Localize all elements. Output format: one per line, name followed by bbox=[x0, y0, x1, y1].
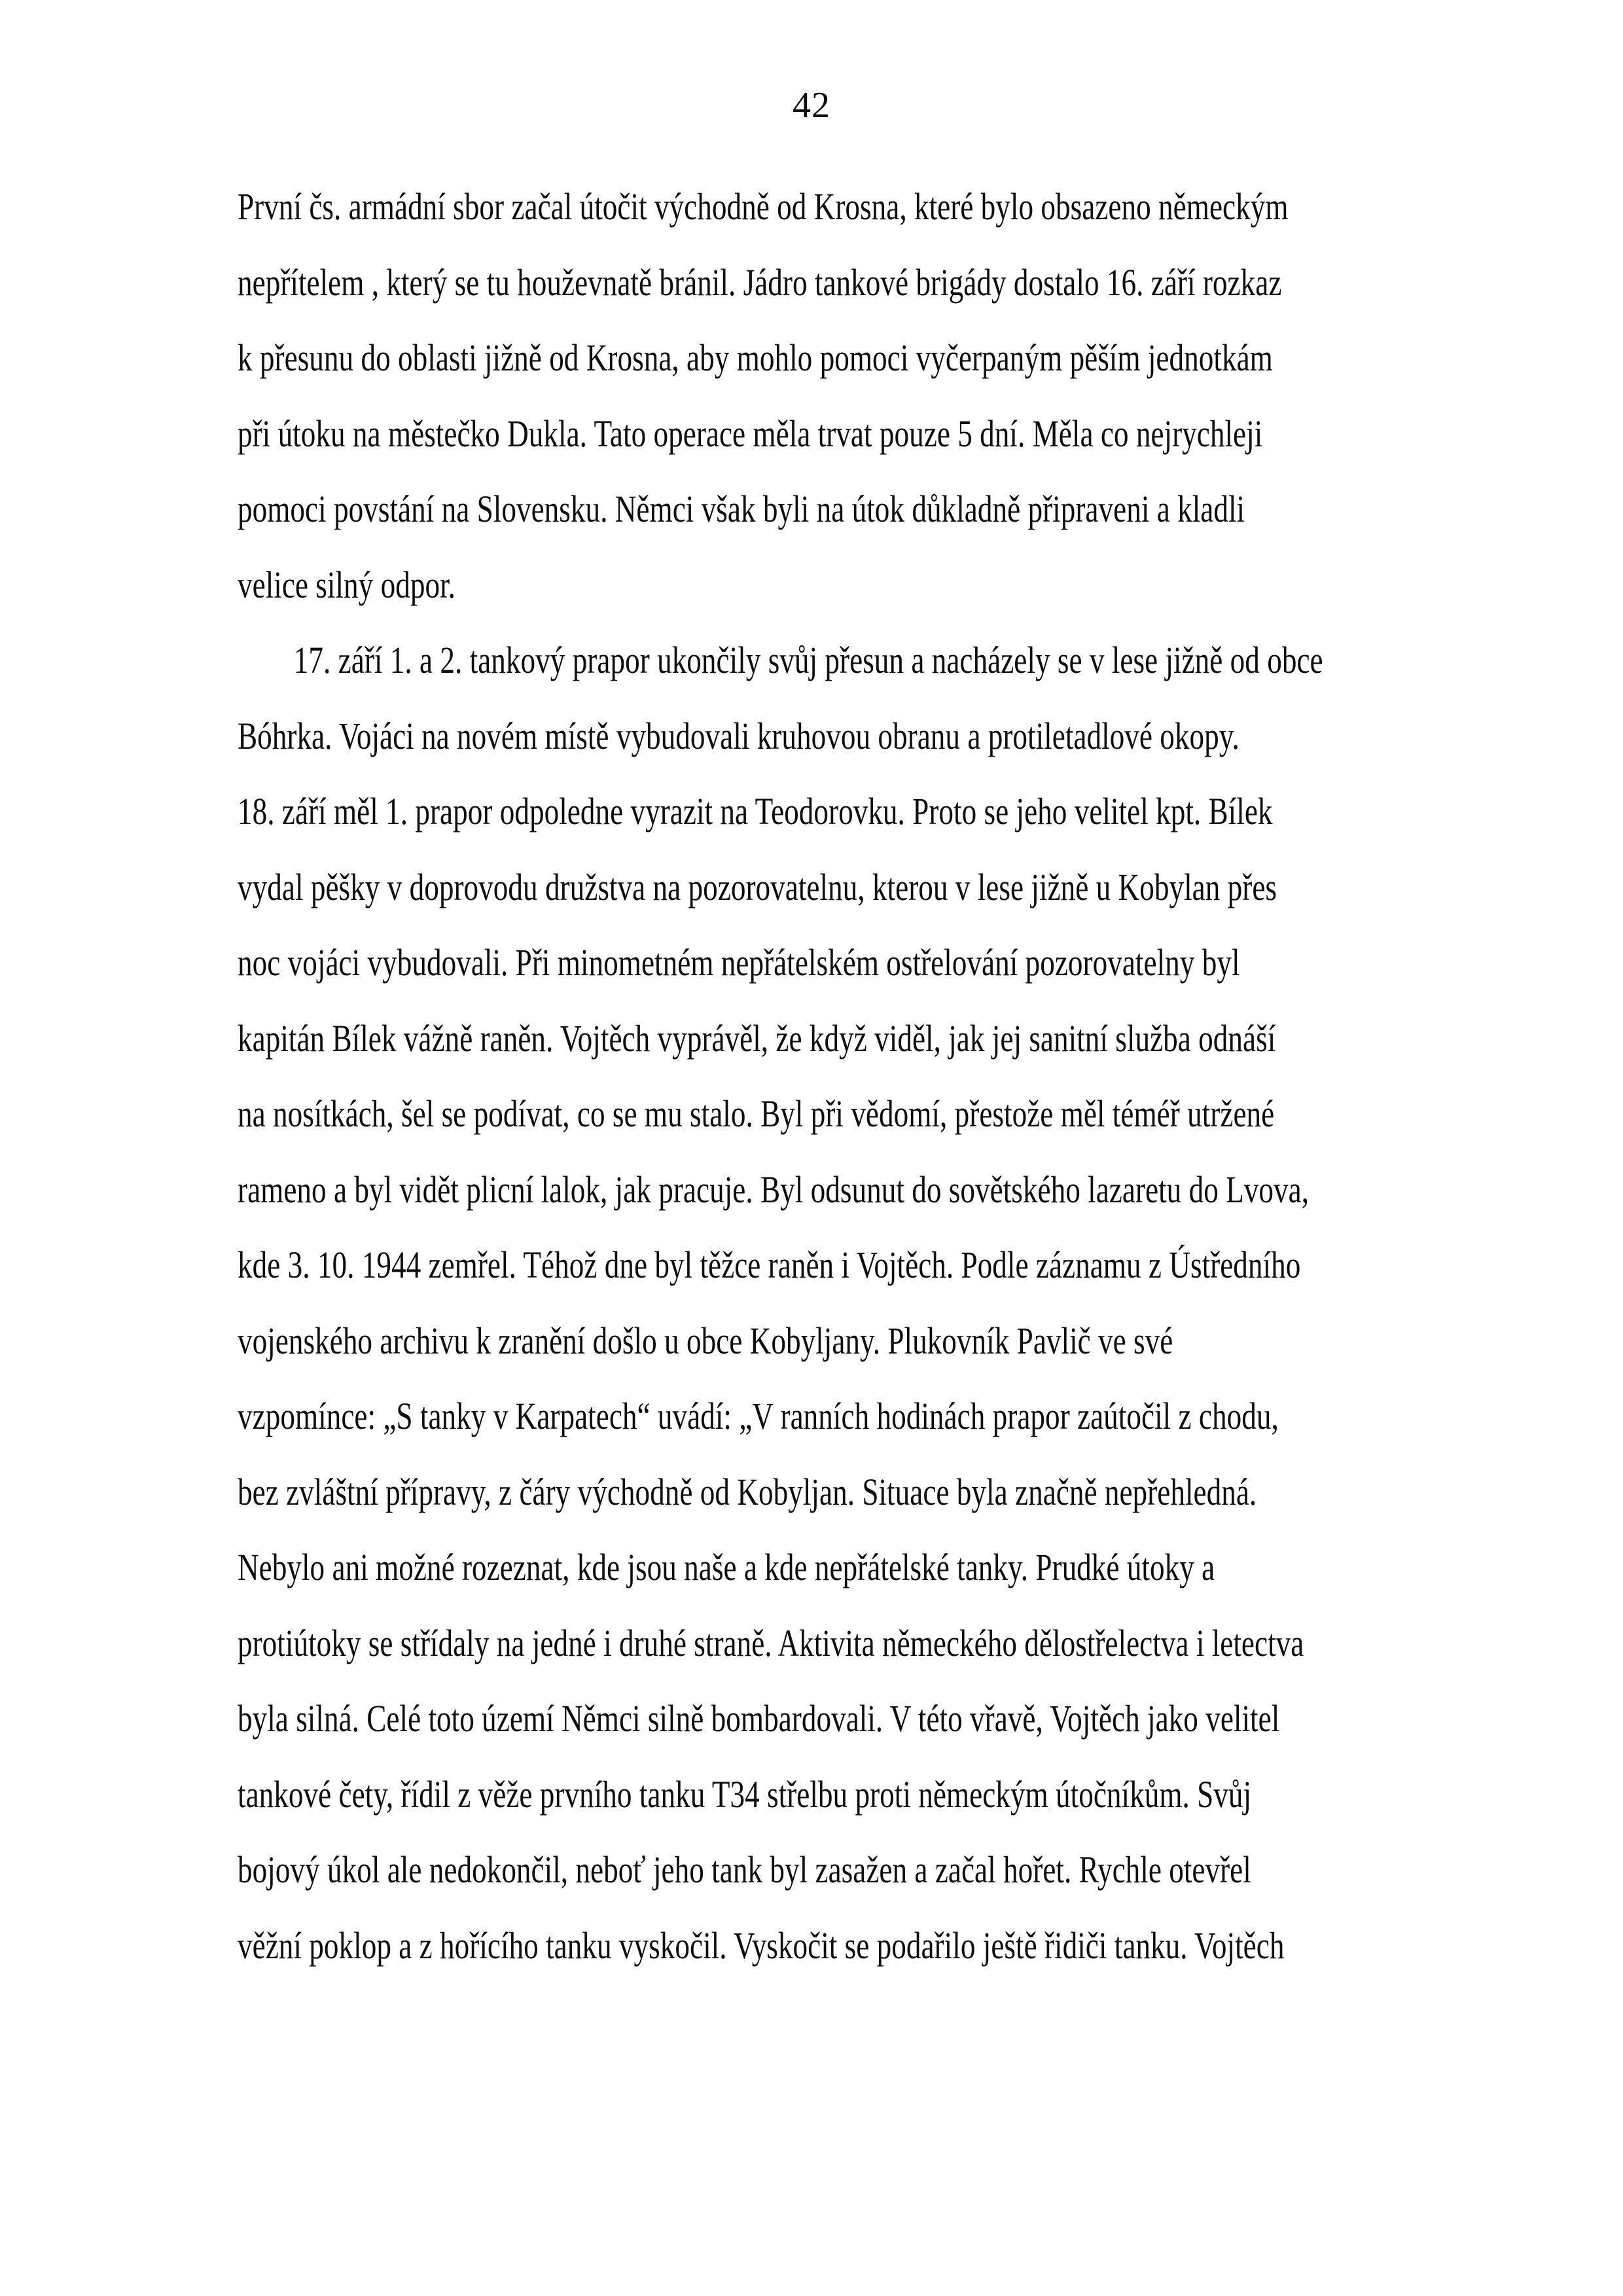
text-line: 18. září měl 1. prapor odpoledne vyrazit na Teodorovku. Proto se jeho velitel kpt. Bílek bbox=[238, 790, 1273, 833]
text-line: kde 3. 10. 1944 zemřel. Téhož dne byl těžce raněn i Vojtěch. Podle záznamu z Ústředního bbox=[238, 1244, 1301, 1286]
text-line: noc vojáci vybudovali. Při minometném nepřátelském ostřelování pozorovatelny byl bbox=[238, 941, 1240, 984]
page-number: 42 bbox=[793, 85, 830, 126]
text-line: kapitán Bílek vážně raněn. Vojtěch vyprávěl, že když viděl, jak jej sanitní služba odnáší bbox=[238, 1016, 1276, 1060]
text-line: protiútoky se střídaly na jedné i druhé straně. Aktivita německého dělostřelectva i letectva bbox=[238, 1621, 1304, 1664]
text-line: věžní poklop a z hořícího tanku vyskočil. Vyskočit se podařilo ještě řidiči tanku. Vojtěch bbox=[238, 1924, 1285, 1967]
text-line: pomoci povstání na Slovensku. Němci však byli na útok důkladně připraveni a kladli bbox=[238, 488, 1245, 530]
text-line: První čs. armádní sbor začal útočit východně od Krosna, které bylo obsazeno německým bbox=[238, 185, 1289, 228]
text-line: tankové čety, řídil z věže prvního tanku T34 střelbu proti německým útočníkům. Svůj bbox=[238, 1772, 1252, 1816]
text-line: rameno a byl vidět plicní lalok, jak pracuje. Byl odsunut do sovětského lazaretu do Lvova, bbox=[238, 1168, 1310, 1211]
text-line: na nosítkách, šel se podívat, co se mu stalo. Byl při vědomí, přestože měl téméř utržené bbox=[238, 1092, 1275, 1135]
text-line: nepřítelem , který se tu houževnatě bránil. Jádro tankové brigády dostalo 16. září rozkaz bbox=[238, 260, 1282, 304]
text-line: bez zvláštní přípravy, z čáry východně od Kobyljan. Situace byla značně nepřehledná. bbox=[238, 1470, 1257, 1513]
paragraph-1 bbox=[238, 169, 1442, 622]
text-line: Nebylo ani možné rozeznat, kde jsou naše a kde nepřátelské tanky. Prudké útoky a bbox=[238, 1546, 1215, 1588]
text-line: vzpomínce: „S tanky v Karpatech“ uvádí: „V ranních hodinách prapor zaútočil z chodu, bbox=[238, 1395, 1279, 1437]
text-line: Bóhrka. Vojáci na novém místě vybudovali kruhovou obranu a protiletadlové okopy. bbox=[238, 714, 1240, 757]
text-line: 17. září 1. a 2. tankový prapor ukončily svůj přesun a nacházely se v lese jižně od obce bbox=[293, 639, 1323, 681]
text-line: byla silná. Celé toto území Němci silně bombardovali. V této vřavě, Vojtěch jako velitel bbox=[238, 1697, 1280, 1740]
paragraph-2 bbox=[238, 622, 1442, 1983]
text-block bbox=[238, 169, 1442, 1983]
text-line: vydal pěšky v doprovodu družstva na pozorovatelnu, kterou v lese jižně u Kobylan přes bbox=[238, 865, 1277, 908]
text-line: bojový úkol ale nedokončil, neboť jeho tank byl zasažen a začal hořet. Rychle otevřel bbox=[238, 1848, 1251, 1891]
text-line: při útoku na městečko Dukla. Tato operace měla trvat pouze 5 dní. Měla co nejrychleji bbox=[238, 412, 1263, 455]
text-line: vojenského archivu k zranění došlo u obce Kobyljany. Plukovník Pavlič ve své bbox=[238, 1319, 1173, 1362]
text-line: k přesunu do oblasti jižně od Krosna, aby mohlo pomoci vyčerpaným pěším jednotkám bbox=[238, 336, 1273, 379]
text-line: velice silný odpor. bbox=[238, 563, 455, 606]
